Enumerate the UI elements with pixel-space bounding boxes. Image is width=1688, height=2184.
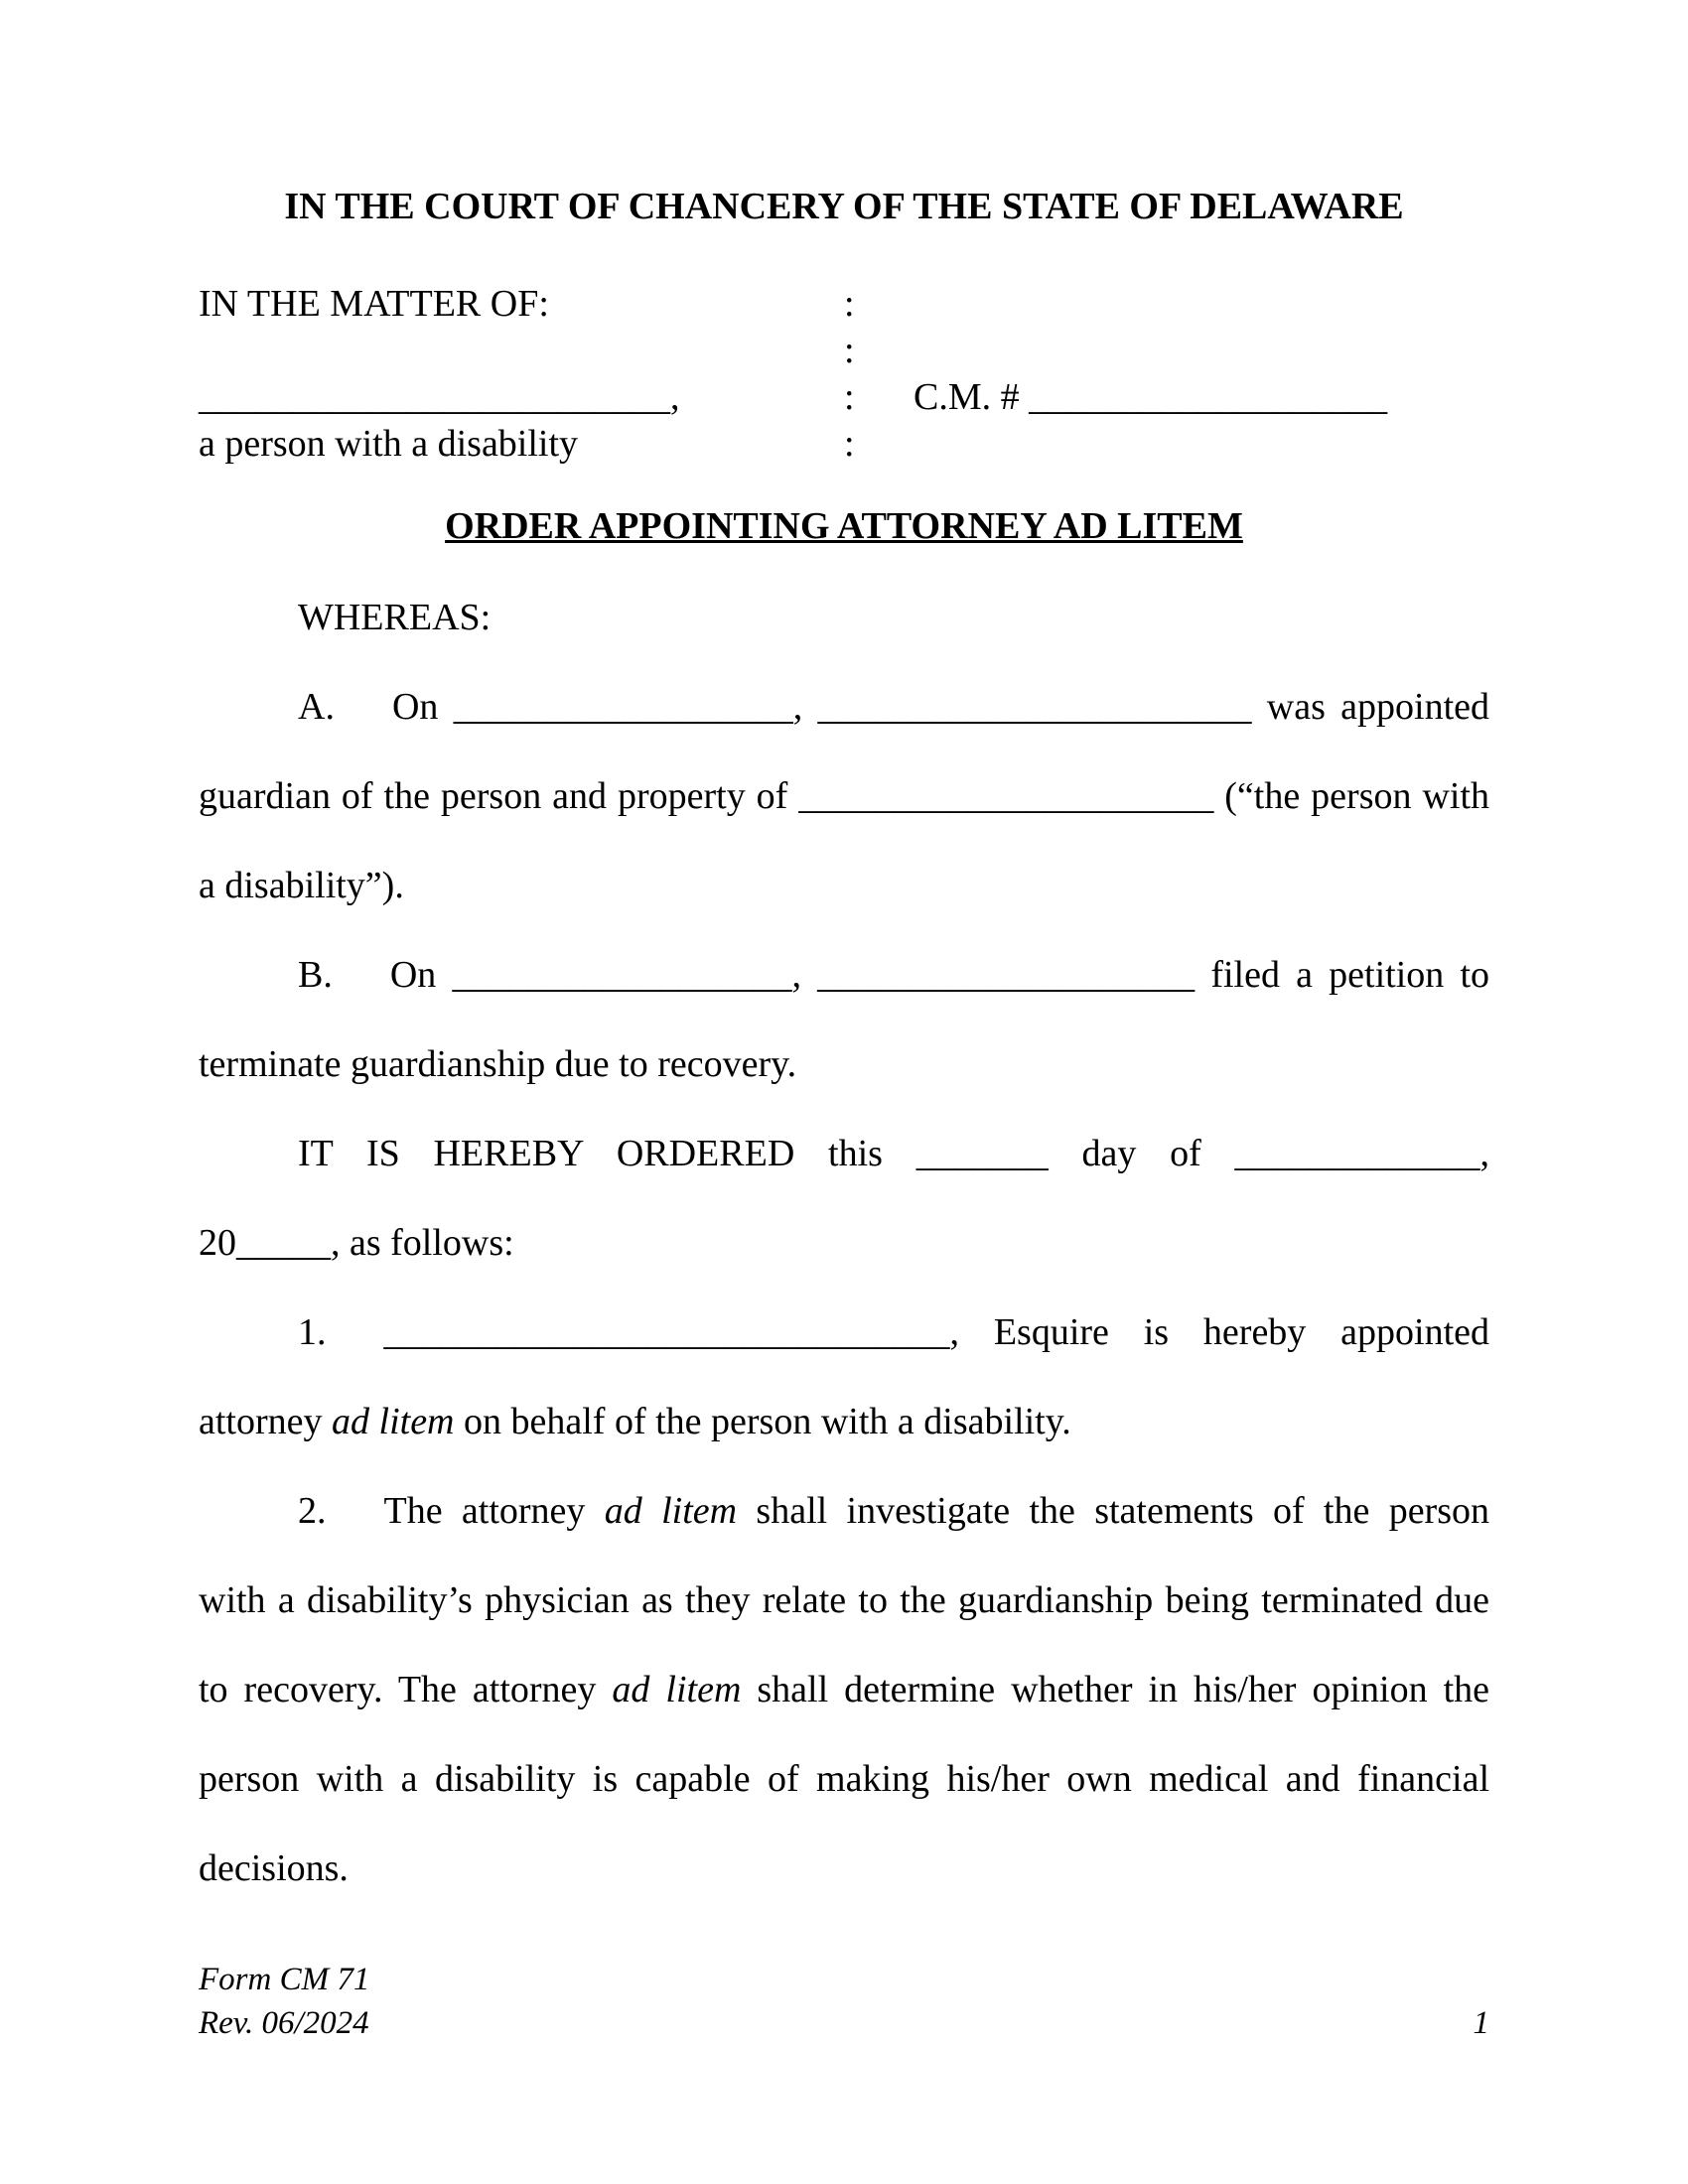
order-body: [199, 573, 1489, 1913]
person-with-disability-label: a person with a disability: [199, 423, 579, 465]
text-segment: On: [389, 954, 453, 996]
text-segment: The attorney: [383, 1490, 605, 1532]
text-segment: person with a disability is capable of making his/her own medical and financial: [199, 1758, 1489, 1800]
blank-field: __________________: [452, 954, 792, 996]
text-segment: , as follows:: [331, 1222, 514, 1264]
text-segment: on behalf of the person with a disability.: [454, 1401, 1071, 1442]
revision-date: Rev. 06/2024: [199, 2005, 369, 2041]
text-segment: ,: [1479, 1133, 1489, 1174]
text-line: [199, 1109, 1489, 1198]
caption-spacer: [199, 328, 844, 374]
cm-number-label: C.M. #: [914, 376, 1020, 418]
text-segment: attorney: [199, 1401, 333, 1442]
page-footer: [199, 1958, 1489, 2045]
blank-field: _______________________: [817, 686, 1252, 728]
paragraph-ordered: [199, 1109, 1489, 1288]
text-segment: (“the person with: [1213, 775, 1490, 817]
caption-spacer: [914, 281, 1489, 328]
text-line: [199, 1556, 1489, 1645]
text-segment: decisions.: [199, 1847, 349, 1889]
text-segment: ad litem: [604, 1490, 738, 1532]
text-segment: ,: [791, 954, 818, 996]
caption-colon: :: [844, 423, 855, 465]
text-line: [199, 1734, 1489, 1824]
text-segment: ,: [792, 686, 818, 728]
text-segment: WHEREAS:: [298, 597, 492, 638]
court-title: IN THE COURT OF CHANCERY OF THE STATE OF DELAWARE: [284, 186, 1404, 227]
text-line: [199, 662, 1489, 751]
text-line: [199, 1377, 1489, 1466]
caption-colon: :: [844, 376, 855, 418]
caption-spacer: [914, 328, 1489, 374]
text-segment: ad litem: [332, 1401, 455, 1442]
cm-number-line: [914, 374, 1489, 421]
text-segment: with a disability’s physician as they relate to the guardianship being terminated due: [199, 1579, 1489, 1621]
order-title: ORDER APPOINTING ATTORNEY AD LITEM: [445, 505, 1243, 547]
blank-field: __________________: [453, 686, 793, 728]
blank-field: _____: [236, 1222, 331, 1264]
paragraph-2: [199, 1466, 1489, 1913]
text-segment: shall determine whether in his/her opinion the: [741, 1669, 1490, 1710]
text-line: [199, 841, 1489, 930]
text-segment: ad litem: [612, 1669, 742, 1710]
text-segment: guardian of the person and property of: [199, 775, 799, 817]
paragraph-1: [199, 1288, 1489, 1466]
blank-field: _____________: [1234, 1133, 1480, 1174]
text-segment: was appointed: [1251, 686, 1489, 728]
matter-label: IN THE MATTER OF:: [199, 283, 549, 325]
text-segment: On: [391, 686, 454, 728]
text-segment: 2.: [298, 1490, 327, 1532]
blank-field: ______________________: [798, 775, 1214, 817]
text-segment: , Esquire is hereby appointed: [949, 1311, 1489, 1353]
text-line: [199, 1198, 1489, 1288]
respondent-name-line: [199, 374, 844, 421]
caption-colon: :: [844, 283, 855, 325]
text-segment: B.: [298, 954, 333, 996]
blank-field: _______: [915, 1133, 1049, 1174]
name-comma: ,: [670, 376, 680, 418]
cm-number-blank: ___________________: [1029, 376, 1388, 418]
paragraph-whereas: [199, 573, 1489, 662]
text-segment: to recovery. The attorney: [199, 1669, 613, 1710]
paragraph-b: [199, 930, 1489, 1109]
blank-field: ____________________: [817, 954, 1196, 996]
text-segment: day of: [1048, 1133, 1235, 1174]
text-segment: 20: [199, 1222, 236, 1264]
text-segment: A.: [298, 686, 335, 728]
text-segment: 1.: [298, 1311, 327, 1353]
text-line: [199, 1824, 1489, 1913]
text-segment: terminate guardianship due to recovery.: [199, 1043, 797, 1085]
text-line: [199, 1288, 1489, 1377]
text-line: [199, 1020, 1489, 1109]
paragraph-a: [199, 662, 1489, 930]
text-line: [199, 930, 1489, 1020]
text-segment: shall investigate the statements of the person: [737, 1490, 1489, 1532]
page-number: 1: [1473, 2005, 1489, 2041]
blank-field: ______________________________: [383, 1311, 950, 1353]
respondent-name-blank: _________________________: [199, 376, 670, 418]
text-line: [199, 1466, 1489, 1556]
case-caption: [199, 281, 1489, 468]
form-number: Form CM 71: [199, 1962, 370, 1997]
text-segment: IT IS HEREBY ORDERED this: [298, 1133, 916, 1174]
text-segment: a disability”).: [199, 865, 404, 906]
text-line: [199, 1645, 1489, 1734]
text-line: [199, 573, 1489, 662]
text-segment: filed a petition to: [1195, 954, 1489, 996]
text-line: [199, 751, 1489, 841]
caption-spacer: [914, 421, 1489, 468]
caption-colon: :: [844, 330, 855, 371]
